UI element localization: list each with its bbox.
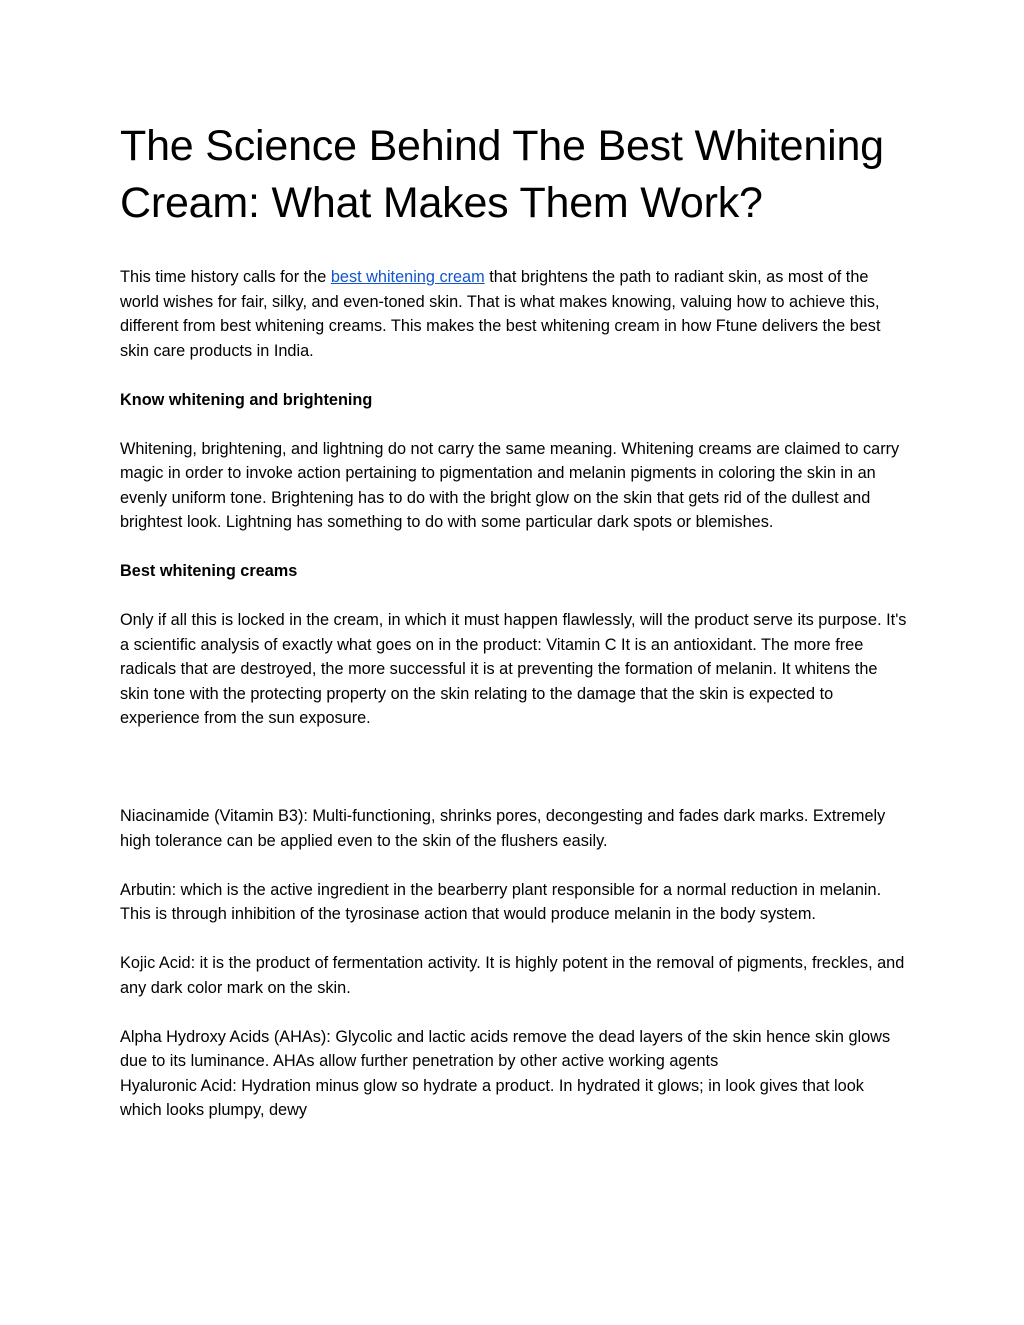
spacer <box>120 363 910 388</box>
document-page <box>120 118 910 1123</box>
intro-paragraph <box>120 265 910 363</box>
spacer <box>120 731 910 805</box>
spacer <box>120 232 910 265</box>
aha-hyaluronic-paragraph <box>120 1025 910 1123</box>
spacer <box>120 535 910 560</box>
niacinamide-paragraph: Niacinamide (Vitamin B3): Multi-functioning, shrinks pores, decongesting and fades dark marks. Extremely high tolerance can be applied even to the skin of the flushers easily. <box>120 807 886 850</box>
kojic-acid-paragraph: Kojic Acid: it is the product of fermentation activity. It is highly potent in the removal of pigments, freckles, and any dark color mark on the skin. <box>120 954 905 997</box>
arbutin-paragraph: Arbutin: which is the active ingredient in the bearberry plant responsible for a normal reduction in melanin. This is through inhibition of the tyrosinase action that would produce melanin in the body system. <box>120 880 882 923</box>
intro-text-after-link: that brightens the path to radiant skin, as most of the world wishes for fair, silky, and even-toned skin. That is what makes knowing, valuing how to achieve this, different from best whitening creams. This makes the best whitening cream in how Ftune delivers the best skin care products in India. <box>120 268 881 360</box>
section1-paragraph: Whitening, brightening, and lightning do not carry the same meaning. Whitening creams are claimed to carry magic in order to invoke action pertaining to pigmentation and melanin pigments in coloring the skin in an evenly uniform tone. Brightening has to do with the bright glow on the skin that gets rid of the dullest and brightest look. Lightning has something to do with some particular dark spots or blemishes. <box>120 439 900 531</box>
spacer <box>120 853 910 878</box>
intro-text-before-link: This time history calls for the <box>120 268 331 286</box>
section-heading-whitening-brightening: Know whitening and brightening <box>120 390 373 409</box>
hyaluronic-acid-text: Hyaluronic Acid: Hydration minus glow so hydrate a product. In hydrated it glows; in look gives that look which looks plumpy, dewy <box>120 1076 864 1119</box>
spacer <box>120 927 910 952</box>
spacer <box>120 1000 910 1025</box>
spacer <box>120 584 910 609</box>
best-whitening-cream-link[interactable]: best whitening cream <box>330 268 485 286</box>
document-title: The Science Behind The Best Whitening Cream: What Makes Them Work? <box>120 122 884 227</box>
section-heading-best-whitening-creams: Best whitening creams <box>120 562 298 580</box>
aha-text: Alpha Hydroxy Acids (AHAs): Glycolic and lactic acids remove the dead layers of the skin hence skin glows due to its luminance. AHAs allow further penetration by other active working agents <box>120 1027 891 1070</box>
section2-paragraph: Only if all this is locked in the cream, in which it must happen flawlessly, will the product serve its purpose. It's a scientific analysis of exactly what goes on in the product: Vitamin C It is an antioxidant. The more free radicals that are destroyed, the more successful it is at preventing the formation of melanin. It whitens the skin tone with the protecting property on the skin relating to the damage that the skin is expected to experience from the sun exposure. <box>120 611 907 727</box>
spacer <box>120 412 910 437</box>
